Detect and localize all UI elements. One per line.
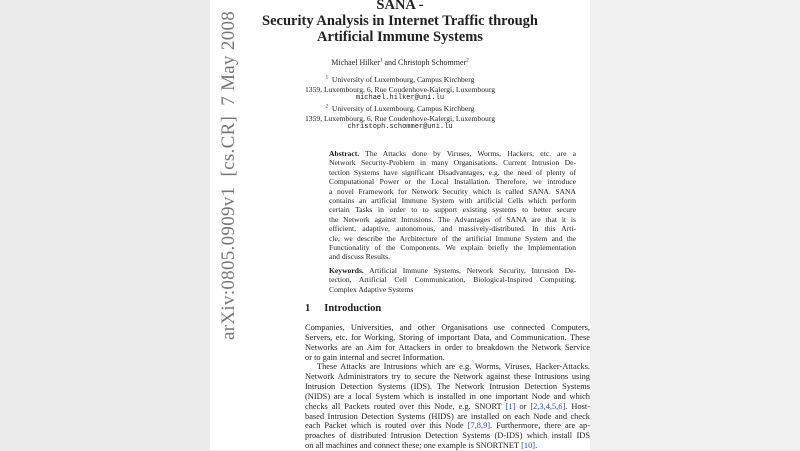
body-line <box>305 421 590 431</box>
body-line: Companies, Universities, and other Organisations use connected Computers, <box>305 323 590 332</box>
title-line-3: Artificial Immune Systems <box>317 29 483 45</box>
body-line: (NIDS) are a local System which is installed in one important Node and which <box>305 391 590 401</box>
body-text-span: checks all Packets routed over this Node, e.g. SNORT <box>305 401 506 411</box>
affil-1-line2: 1359, Luxembourg, 6, Rue Coudenhove-Kalergi, Luxembourg <box>304 84 496 94</box>
section-heading <box>305 302 395 315</box>
body-line: proaches of distributed Intrusion Detection Systems (D-IDS) which install IDS <box>305 431 590 441</box>
citation-link[interactable]: [10] <box>521 441 536 451</box>
affil-2-email[interactable]: christoph.schommer@uni.lu <box>347 123 453 132</box>
body-text-span: . <box>535 441 538 451</box>
abstract-line: Computational Power or the Local Installation. Therefore, we introduce <box>329 177 576 187</box>
body-line: Network Administrators try to secure the Network against these Intrusions using <box>305 372 590 382</box>
abstract-line: and discuss Results. <box>329 252 390 262</box>
viewer-background <box>590 0 800 450</box>
abstract-line: cle, we describe the Architecture of the artificial Immune System and the <box>329 233 576 243</box>
body-line: These Attacks are Intrusions which are e.g. Worms, Viruses, Hacker-Attacks. <box>317 362 590 372</box>
affil-2-sup: 2 <box>325 104 329 110</box>
author-2: Christoph Schommer <box>398 58 467 67</box>
affiliation-1 <box>210 75 590 133</box>
title-line-2: Security Analysis in Internet Traffic through <box>262 13 538 29</box>
pdf-page <box>210 0 590 450</box>
author-2-sup: 2 <box>466 58 469 64</box>
keywords <box>329 266 576 294</box>
body-text <box>305 323 590 451</box>
body-line <box>305 402 590 412</box>
keywords-label: Keywords. <box>329 266 364 275</box>
affil-2-line2: 1359, Luxembourg, 6, Rue Coudenhove-Kalergi, Luxembourg <box>304 113 496 123</box>
abstract <box>329 149 576 262</box>
author-1-sup: 1 <box>379 58 383 64</box>
abstract-label: Abstract. <box>329 149 360 158</box>
affil-1-line1: University of Luxembourg, Campus Kirchberg <box>331 75 475 84</box>
body-line <box>305 441 590 451</box>
body-line: Networks are an Aim for Attackers in order to breakdown the Network Service <box>305 342 590 352</box>
arxiv-identifier-stamp: arXiv:0805.0909v1 [cs.CR] 7 May 2008 <box>218 10 239 340</box>
citation-link[interactable]: [7,8,9] <box>467 421 491 431</box>
body-line: Intrusion Detection Systems (IDS). The Network Intrusion Detection Systems <box>305 382 590 392</box>
abstract-line: Functionality of the Components. We explain briefly the Implementation <box>329 243 576 253</box>
citation-link[interactable]: [1] <box>505 401 516 411</box>
keywords-line: Artificial Immune Systems, Network Security, Intrusion De- <box>363 266 576 275</box>
section-number: 1 <box>305 303 311 314</box>
abstract-line: The Attacks done by Viruses, Worms, Hackers, etc. are a <box>359 149 576 158</box>
author-1: Michael Hilker <box>331 58 380 67</box>
body-text-span: each Packet which is routed over this Node <box>305 421 468 431</box>
body-text-span: . Furthermore, there are ap- <box>490 421 590 431</box>
body-text-span: on all machines and connect these; one example is SNORTNET <box>305 441 522 451</box>
keywords-line: Complex Adaptive Systems <box>329 284 414 294</box>
affil-2-line1: University of Luxembourg, Campus Kirchberg <box>331 104 475 114</box>
body-line: or to gain internal and secret Information. <box>305 352 445 362</box>
body-text-span: or <box>515 401 531 411</box>
authors <box>210 58 590 68</box>
abstract-line: Network Security-Problem in many Organisations. Current Intrusion De- <box>329 158 576 168</box>
affil-1-sup: 1 <box>325 75 329 81</box>
body-line: Servers, etc. for Working, Storing of important Data, and Communication. These <box>305 332 590 342</box>
body-line: based Intrusion Detection Systems (HIDS) are installed on each Node and check <box>305 411 590 421</box>
abstract-line: tection Systems have significant Disadvantages, e.g. the need of plenty of <box>329 167 576 177</box>
abstract-line: certain Tasks in order to to support existing systems to better secure <box>329 205 576 215</box>
abstract-line: efficient, adaptive, autonomous, and massively-distributed. In this Arti- <box>329 224 576 234</box>
title-line-1: SANA - <box>376 0 424 13</box>
keywords-line: tection, Artificial Cell Communication, Biological-Inspired Computing, <box>329 275 576 285</box>
abstract-line: the Network against Intrusions. The Advantages of SANA are that it is <box>329 214 576 224</box>
citation-link[interactable]: [2,3,4,5,6] <box>530 401 566 411</box>
affil-1-email[interactable]: michael.hilker@uni.lu <box>355 94 445 103</box>
section-title: Introduction <box>324 303 382 314</box>
abstract-line: a novel Framework for Network Security which is called SANA. SANA <box>329 186 576 196</box>
authors-and: and <box>382 58 398 67</box>
body-text-span: . Host- <box>565 401 590 411</box>
abstract-line: contains an artificial Immune System with artificial Cells which perform <box>329 196 576 206</box>
